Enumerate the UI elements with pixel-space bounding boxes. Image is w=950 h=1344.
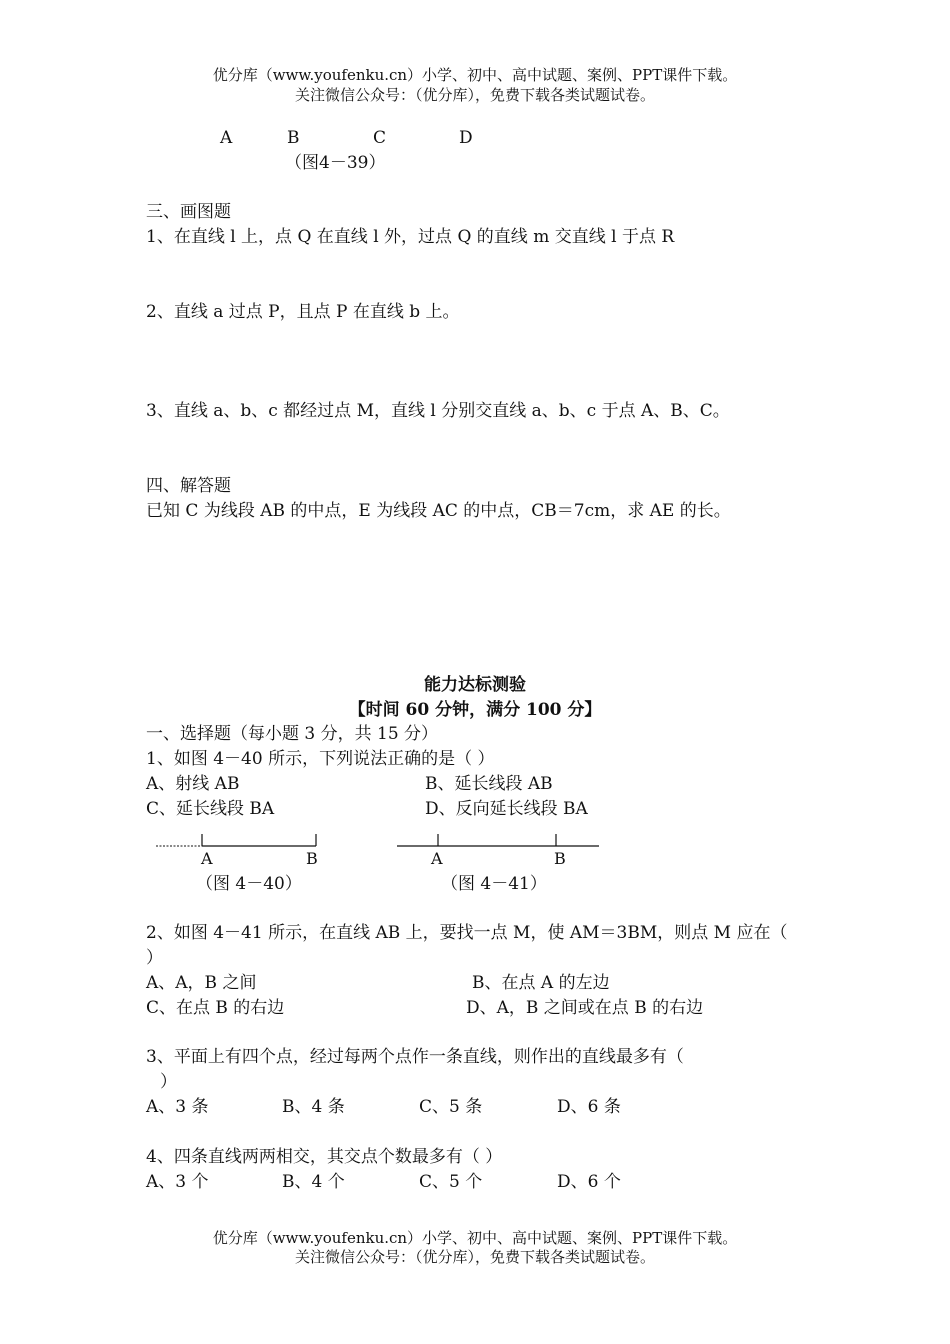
- fig439-label-c: C: [373, 128, 387, 148]
- fig439-label-d: D: [459, 128, 473, 148]
- q2-option-d: D、A，B 之间或在点 B 的右边: [466, 998, 704, 1018]
- q2-option-c: C、在点 B 的右边: [146, 998, 285, 1018]
- q1-option-a: A、射线 AB: [146, 774, 240, 794]
- q4-option-d: D、6 个: [557, 1172, 621, 1192]
- section3-q3: 3、直线 a、b、c 都经过点 M，直线 l 分别交直线 a、b、c 于点 A、B、C。: [146, 401, 730, 421]
- fig439-label-a: A: [220, 128, 233, 148]
- q3-option-a: A、3 条: [146, 1097, 209, 1117]
- header-line-2: 关注微信公众号：（优分库），免费下载各类试题试卷。: [294, 86, 655, 104]
- fig440-diagram: [150, 828, 330, 870]
- q3-option-d: D、6 条: [557, 1097, 621, 1117]
- section3-q2: 2、直线 a 过点 P，且点 P 在直线 b 上。: [146, 302, 460, 322]
- footer-line-2: 关注微信公众号：（优分库），免费下载各类试题试卷。: [294, 1248, 655, 1266]
- q3-option-c: C、5 条: [419, 1097, 483, 1117]
- fig440-caption: （图 4－40）: [196, 874, 302, 894]
- fig441-diagram: [395, 828, 605, 870]
- q1-stem: 1、如图 4－40 所示，下列说法正确的是（ ）: [146, 749, 495, 769]
- q4-option-b: B、4 个: [282, 1172, 345, 1192]
- section3-title: 三、画图题: [146, 202, 231, 222]
- fig440-label-a: A: [201, 849, 213, 868]
- fig439-caption: （图4－39）: [285, 153, 386, 173]
- q2-stem-line2: ）: [146, 948, 163, 968]
- test-title: 能力达标测验: [424, 675, 526, 695]
- fig440-label-b: B: [306, 849, 318, 868]
- q4-option-a: A、3 个: [146, 1172, 209, 1192]
- q2-option-a: A、A，B 之间: [146, 973, 257, 993]
- q3-option-b: B、4 条: [282, 1097, 345, 1117]
- header-line-1: 优分库（www.youfenku.cn）小学、初中、高中试题、案例、PPT课件下载。: [212, 66, 738, 84]
- q3-stem-line2: ）: [160, 1072, 177, 1092]
- section1-title: 一、选择题（每小题 3 分，共 15 分）: [146, 724, 439, 744]
- q4-stem: 4、四条直线两两相交，其交点个数最多有（ ）: [146, 1147, 503, 1167]
- q2-stem-line1: 2、如图 4－41 所示，在直线 AB 上，要找一点 M，使 AM＝3BM，则点 M 应在（: [146, 923, 788, 943]
- fig441-caption: （图 4－41）: [441, 874, 547, 894]
- q2-option-b: B、在点 A 的左边: [472, 973, 610, 993]
- q4-option-c: C、5 个: [419, 1172, 483, 1192]
- section4-q1: 已知 C 为线段 AB 的中点，E 为线段 AC 的中点，CB＝7cm，求 AE 的长。: [146, 501, 731, 521]
- q1-option-c: C、延长线段 BA: [146, 799, 275, 819]
- test-subtitle: 【时间 60 分钟，满分 100 分】: [348, 700, 602, 720]
- q3-stem-line1: 3、平面上有四个点，经过每两个点作一条直线，则作出的直线最多有（: [146, 1047, 684, 1067]
- fig439-label-b: B: [287, 128, 300, 148]
- q1-option-d: D、反向延长线段 BA: [425, 799, 588, 819]
- fig441-label-b: B: [554, 849, 566, 868]
- footer-line-1: 优分库（www.youfenku.cn）小学、初中、高中试题、案例、PPT课件下载。: [212, 1229, 738, 1247]
- section3-q1: 1、在直线 l 上，点 Q 在直线 l 外，过点 Q 的直线 m 交直线 l 于点 R: [146, 227, 675, 247]
- section4-title: 四、解答题: [146, 476, 231, 496]
- q1-option-b: B、延长线段 AB: [425, 774, 553, 794]
- fig441-label-a: A: [431, 849, 443, 868]
